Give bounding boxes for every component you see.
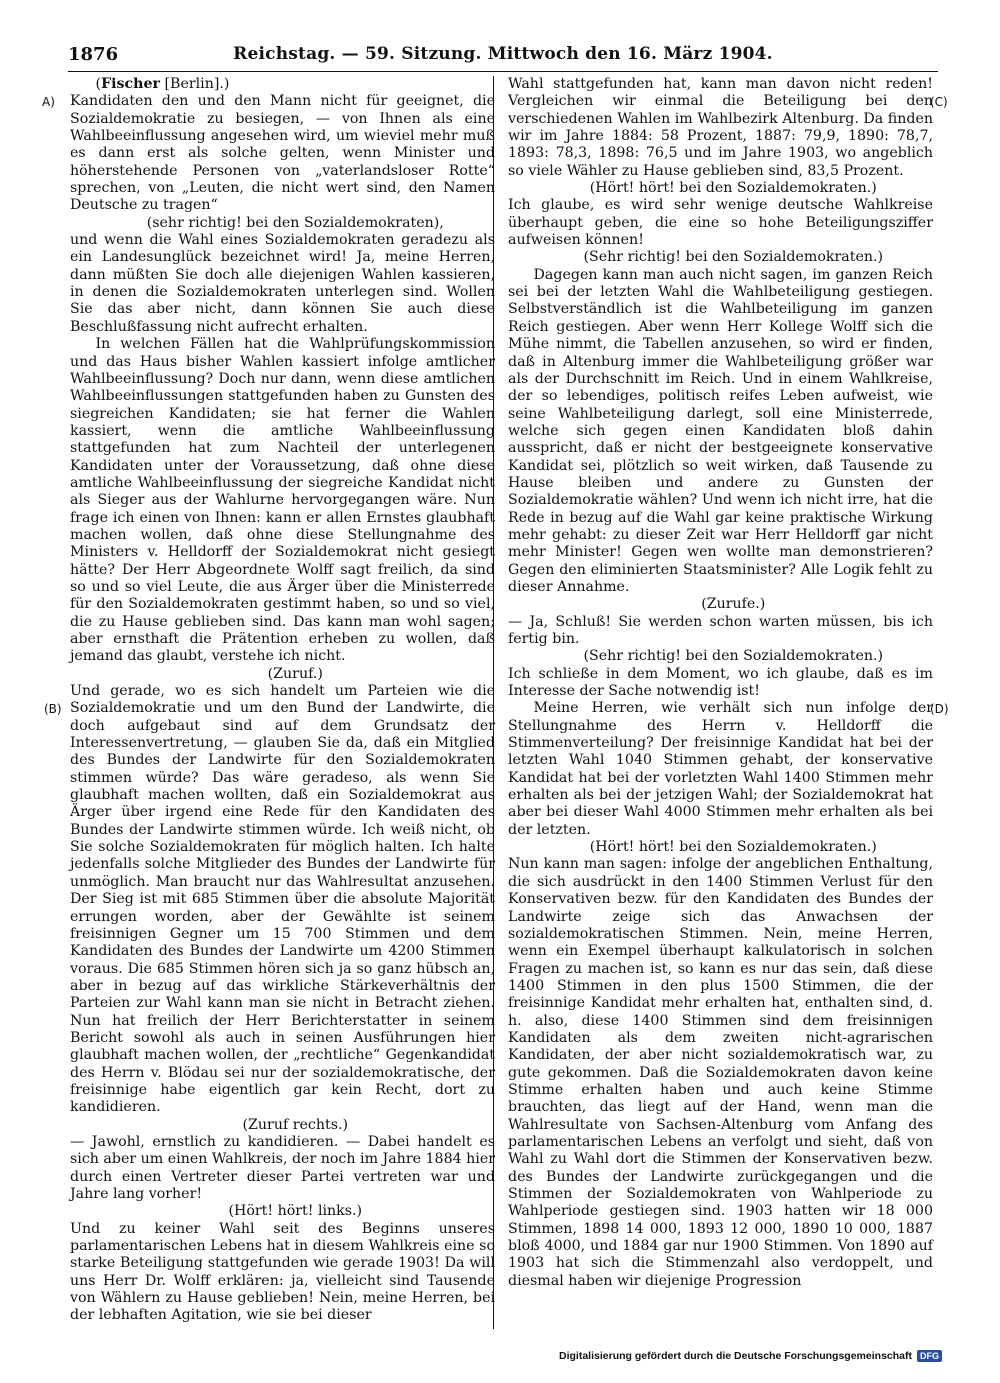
speaker-name: Fischer xyxy=(101,76,160,92)
right-column xyxy=(508,76,933,1290)
interjection: (Hört! hört! links.) xyxy=(228,1203,363,1220)
paragraph: Kandidaten den und den Mann nicht für geeignet, die Sozialdemokratie zu besiegen, — von Ihnen als eine Wahlbeeinflussung angesehen wird, um wieviel mehr muß es dann erst als solche gelten, wenn Minister und höherstehende Personen von „vaterlandsloser Rotte“ sprechen, von „Leuten, die nicht wert sind, den Namen Deutsche zu tragen“ xyxy=(70,93,495,214)
margin-mark-c: (C) xyxy=(930,95,948,109)
paragraph: Meine Herren, wie verhält sich nun infolge der Stellungnahme des Herrn v. Helldorff die Stimmenverteilung? Der freisinnige Kandidat hat bei der letzten Wahl 1040 Stimmen gehabt, der konservative Kandidat hat bei der vorletzten Wahl 1400 Stimmen mehr erhalten als bei der jetzigen Wahl; der Sozialdemokrat hat aber bei dieser Wahl 4000 Stimmen mehr erhalten als bei der letzten. xyxy=(508,700,933,838)
interjection: (Sehr richtig! bei den Sozialdemokraten.) xyxy=(583,249,884,266)
speaker-suffix: [Berlin].) xyxy=(160,76,230,92)
paragraph: Nun kann man sagen: infolge der angeblichen Enthaltung, die sich ausdrückt in den 1400 Stimmen Verlust für den Konservativen bezw. für den Kandidaten des Bundes der Landwirte zeige sich das Anwachsen der sozialdemokratischen Stimmen. Nein, meine Herren, wenn ein Exempel überhaupt kalkulatorisch in solchen Fragen zu machen ist, so kann es nur das sein, daß diese 1400 Stimmen in den plus 1500 Stimmen, die der freisinnige Kandidat mehr erhalten hat, enthalten sind, d. h. also, diese 1400 Stimmen sind dem freisinnigen Kandidaten als dem zweiten nicht-agrarischen Kandidaten, der aber nicht sozialdemokratisch war, zu gute gekommen. Daß die Sozialdemokraten davon keine Stimme erhalten haben und auch keine Stimme brauchten, das liegt auf der Hand, wenn man die Wahlresultate von Sachsen-Altenburg vom Anfang des parlamentarischen Lebens an verfolgt und sieht, daß von Wahl zu Wahl dort die Stimmen der Konservativen bezw. des Bundes der Landwirte zurückgegangen und die Stimmen der Sozialdemokraten von Wahlperiode zu Wahlperiode gestiegen sind. 1903 hatten wir 18 000 Stimmen, 1898 14 000, 1893 12 000, 1890 10 000, 1887 bloß 4000, und 1884 gar nur 1900 Stimmen. Von 1890 auf 1903 hat sich die Stimmenzahl also verdoppelt, und diesmal haben wir diejenige Progression xyxy=(508,856,933,1289)
credit-text: Digitalisierung gefördert durch die Deutsche Forschungsgemeinschaft xyxy=(559,1350,912,1362)
interjection: (Zuruf rechts.) xyxy=(242,1116,349,1133)
paragraph: Ich schließe in dem Moment, wo ich glaube, daß es im Interesse der Sache notwendig ist! xyxy=(508,665,933,700)
paragraph: Dagegen kann man auch nicht sagen, im ganzen Reich sei bei der letzten Wahl die Wahlbeteiligung gestiegen. Selbstverständlich ist die Wahlbeteiligung im ganzen Reich gestiegen. Aber wenn Herr Kollege Wolff sich die Mühe nimmt, die Tabellen anzusehen, so wird er finden, daß in Altenburg immer die Wahlbeteiligung größer war als der Durchschnitt im Reich. Und in einem Wahlkreise, der so lebendiges, politisch reifes Leben aufweist, wie seine Wahlbeteiligung darlegt, soll eine Ministerrede, welche sich gegen einen Kandidaten bloß dahin ausspricht, daß er nicht der bestgeeignete konservative Kandidat sei, plötzlich so weit wirken, daß Tausende zu Hause bleiben und andere zu Gunsten der Sozialdemokratie wählen? Und wenn ich nicht irre, hat die Rede in bezug auf die Wahl gar keine praktische Wirkung mehr gehabt: zu dieser Zeit war Herr Helldorff gar nicht mehr Minister! Gegen wen wollte man demonstrieren? Gegen den eliminierten Staatsminister? Alle Logik fehlt zu dieser Annahme. xyxy=(508,266,933,595)
paragraph: Ich glaube, es wird sehr wenige deutsche Wahlkreise überhaupt geben, die eine so hohe Beteiligungsziffer aufweisen können! xyxy=(508,197,933,249)
speaker-line: (Fischer [Berlin].) xyxy=(95,76,230,92)
paragraph: — Jawohl, ernstlich zu kandidieren. — Dabei handelt es sich aber um einen Wahlkreis, der noch im Jahre 1884 hier durch einen Vertreter dieser Partei vertreten war und Jahre lang vorher! xyxy=(70,1133,495,1202)
page-number: 1876 xyxy=(68,44,119,65)
margin-mark-a: A) xyxy=(42,95,55,109)
digitization-credit xyxy=(559,1350,942,1362)
paragraph: — Ja, Schluß! Sie werden schon warten müssen, bis ich fertig bin. xyxy=(508,613,933,647)
interjection: (Sehr richtig! bei den Sozialdemokraten.) xyxy=(583,648,884,665)
interjection: (Hört! hört! bei den Sozialdemokraten.) xyxy=(589,839,877,856)
interjection: (Hört! hört! bei den Sozialdemokraten.) xyxy=(589,180,877,197)
header-rule xyxy=(68,71,938,72)
left-column xyxy=(70,76,495,1325)
paragraph: und wenn die Wahl eines Sozialdemokraten geradezu als ein Landesunglück bezeichnet wird! Ja, meine Herren, dann müßten Sie doch alle diejenigen Wahlen kassieren, in denen die Sozialdemokraten unterlegen sind. Wollen Sie das aber nicht, dann können Sie auch diese Beschlußfassung nicht aufrecht erhalten. xyxy=(70,232,495,335)
paragraph: In welchen Fällen hat die Wahlprüfungskommission und das Haus bisher Wahlen kassiert infolge amtlicher Wahlbeeinflussung? Doch nur dann, wenn diese amtlichen Wahlbeeinflussungen stattgefunden haben zu Gunsten des siegreichen Kandidaten; sie hat ferner die Wahlen kassiert, wenn die amtliche Wahlbeeinflussung stattgefunden hat zum Nachteil der unterlegenen Kandidaten unter der Voraussetzung, daß ohne diese amtliche Wahlbeeinflussung der siegreiche Kandidat nicht als Sieger aus der Wahlurne hervorgegangen wäre. Nun frage ich einen von Ihnen: kann er allen Ernstes glaubhaft machen wollen, daß ohne diese Stellungnahme des Ministers v. Helldorff der Sozialdemokrat nicht gesiegt hätte? Der Herr Abgeordnete Wolff sagt freilich, da sind so und so viel Leute, die aus Ärger über die Ministerrede für den Sozialdemokraten gestimmt haben, so und so viel, die zu Hause geblieben sind. Das kann man wohl sagen; aber ernsthaft die Prätention erheben zu wollen, daß jemand das glaubt, verstehe ich nicht. xyxy=(70,336,495,665)
dfg-logo-icon: DFG xyxy=(917,1350,942,1362)
margin-mark-d: (D) xyxy=(930,702,949,716)
interjection: (Zurufe.) xyxy=(701,596,766,613)
paragraph: Und gerade, wo es sich handelt um Parteien wie die Sozialdemokratie und um den Bund der Landwirte, die doch aufgebaut sind auf dem Grundsatz der Interessenvertretung, — glauben Sie da, daß ein Mitglied des Bundes der Landwirte für den Sozialdemokraten stimmen würde? Das wäre geradeso, als wenn Sie glaubhaft machen wollten, daß ein Sozialdemokrat aus Ärger über irgend eine Rede für den Kandidaten des Bundes der Landwirte stimmen würde. Ich weiß nicht, ob Sie solche Sozialdemokraten für möglich halten. Ich halte jedenfalls solche Mitglieder des Bundes der Landwirte für unmöglich. Man braucht nur das Wahlresultat anzusehen. Der Sieg ist mit 685 Stimmen über die absolute Majorität errungen worden, aber der Gewählte ist seinem freisinnigen Gegner um 15 700 Stimmen und dem Kandidaten des Bundes der Landwirte um 4200 Stimmen voraus. Die 685 Stimmen hören sich ja so ganz hübsch an, aber in bezug auf das wirkliche Stärkeverhältnis der Parteien zur Wahl kann man sie nicht in Betracht ziehen. Nun hat freilich der Herr Berichterstatter in seinem Bericht sowohl als auch in seinen Ausführungen hier glaubhaft machen wollen, der „rechtliche“ Gegenkandidat des Herrn v. Blödau sei nur der sozialdemokratische, der freisinnige habe eigentlich gar kein Recht, dort zu kandidieren. xyxy=(70,683,495,1116)
interjection: (sehr richtig! bei den Sozialdemokraten), xyxy=(146,214,444,231)
page-header xyxy=(68,44,938,70)
column-divider xyxy=(493,76,494,1329)
running-head: Reichstag. — 59. Sitzung. Mittwoch den 16. März 1904. xyxy=(233,44,773,64)
margin-mark-b: (B) xyxy=(44,702,62,716)
interjection: (Zuruf.) xyxy=(267,665,323,682)
paragraph: Und zu keiner Wahl seit des Beginns unseres parlamentarischen Lebens hat in diesem Wahlkreis eine so starke Beteiligung stattgefunden wie gerade 1903! Da will uns Herr Dr. Wolff erklären: ja, vielleicht sind Tausende von Wählern zu Hause geblieben! Nein, meine Herren, bei der lebhaften Agitation, wie sie bei dieser xyxy=(70,1220,495,1324)
paragraph: Wahl stattgefunden hat, kann man davon nicht reden! Vergleichen wir einmal die Beteiligung bei den verschiedenen Wahlen im Wahlbezirk Altenburg. Da finden wir im Jahre 1884: 58 Prozent, 1887: 79,9, 1890: 78,7, 1893: 78,3, 1898: 76,5 und im Jahre 1903, wo angeblich so viele Wähler zu Hause geblieben sind, 83,5 Prozent. xyxy=(508,76,933,179)
